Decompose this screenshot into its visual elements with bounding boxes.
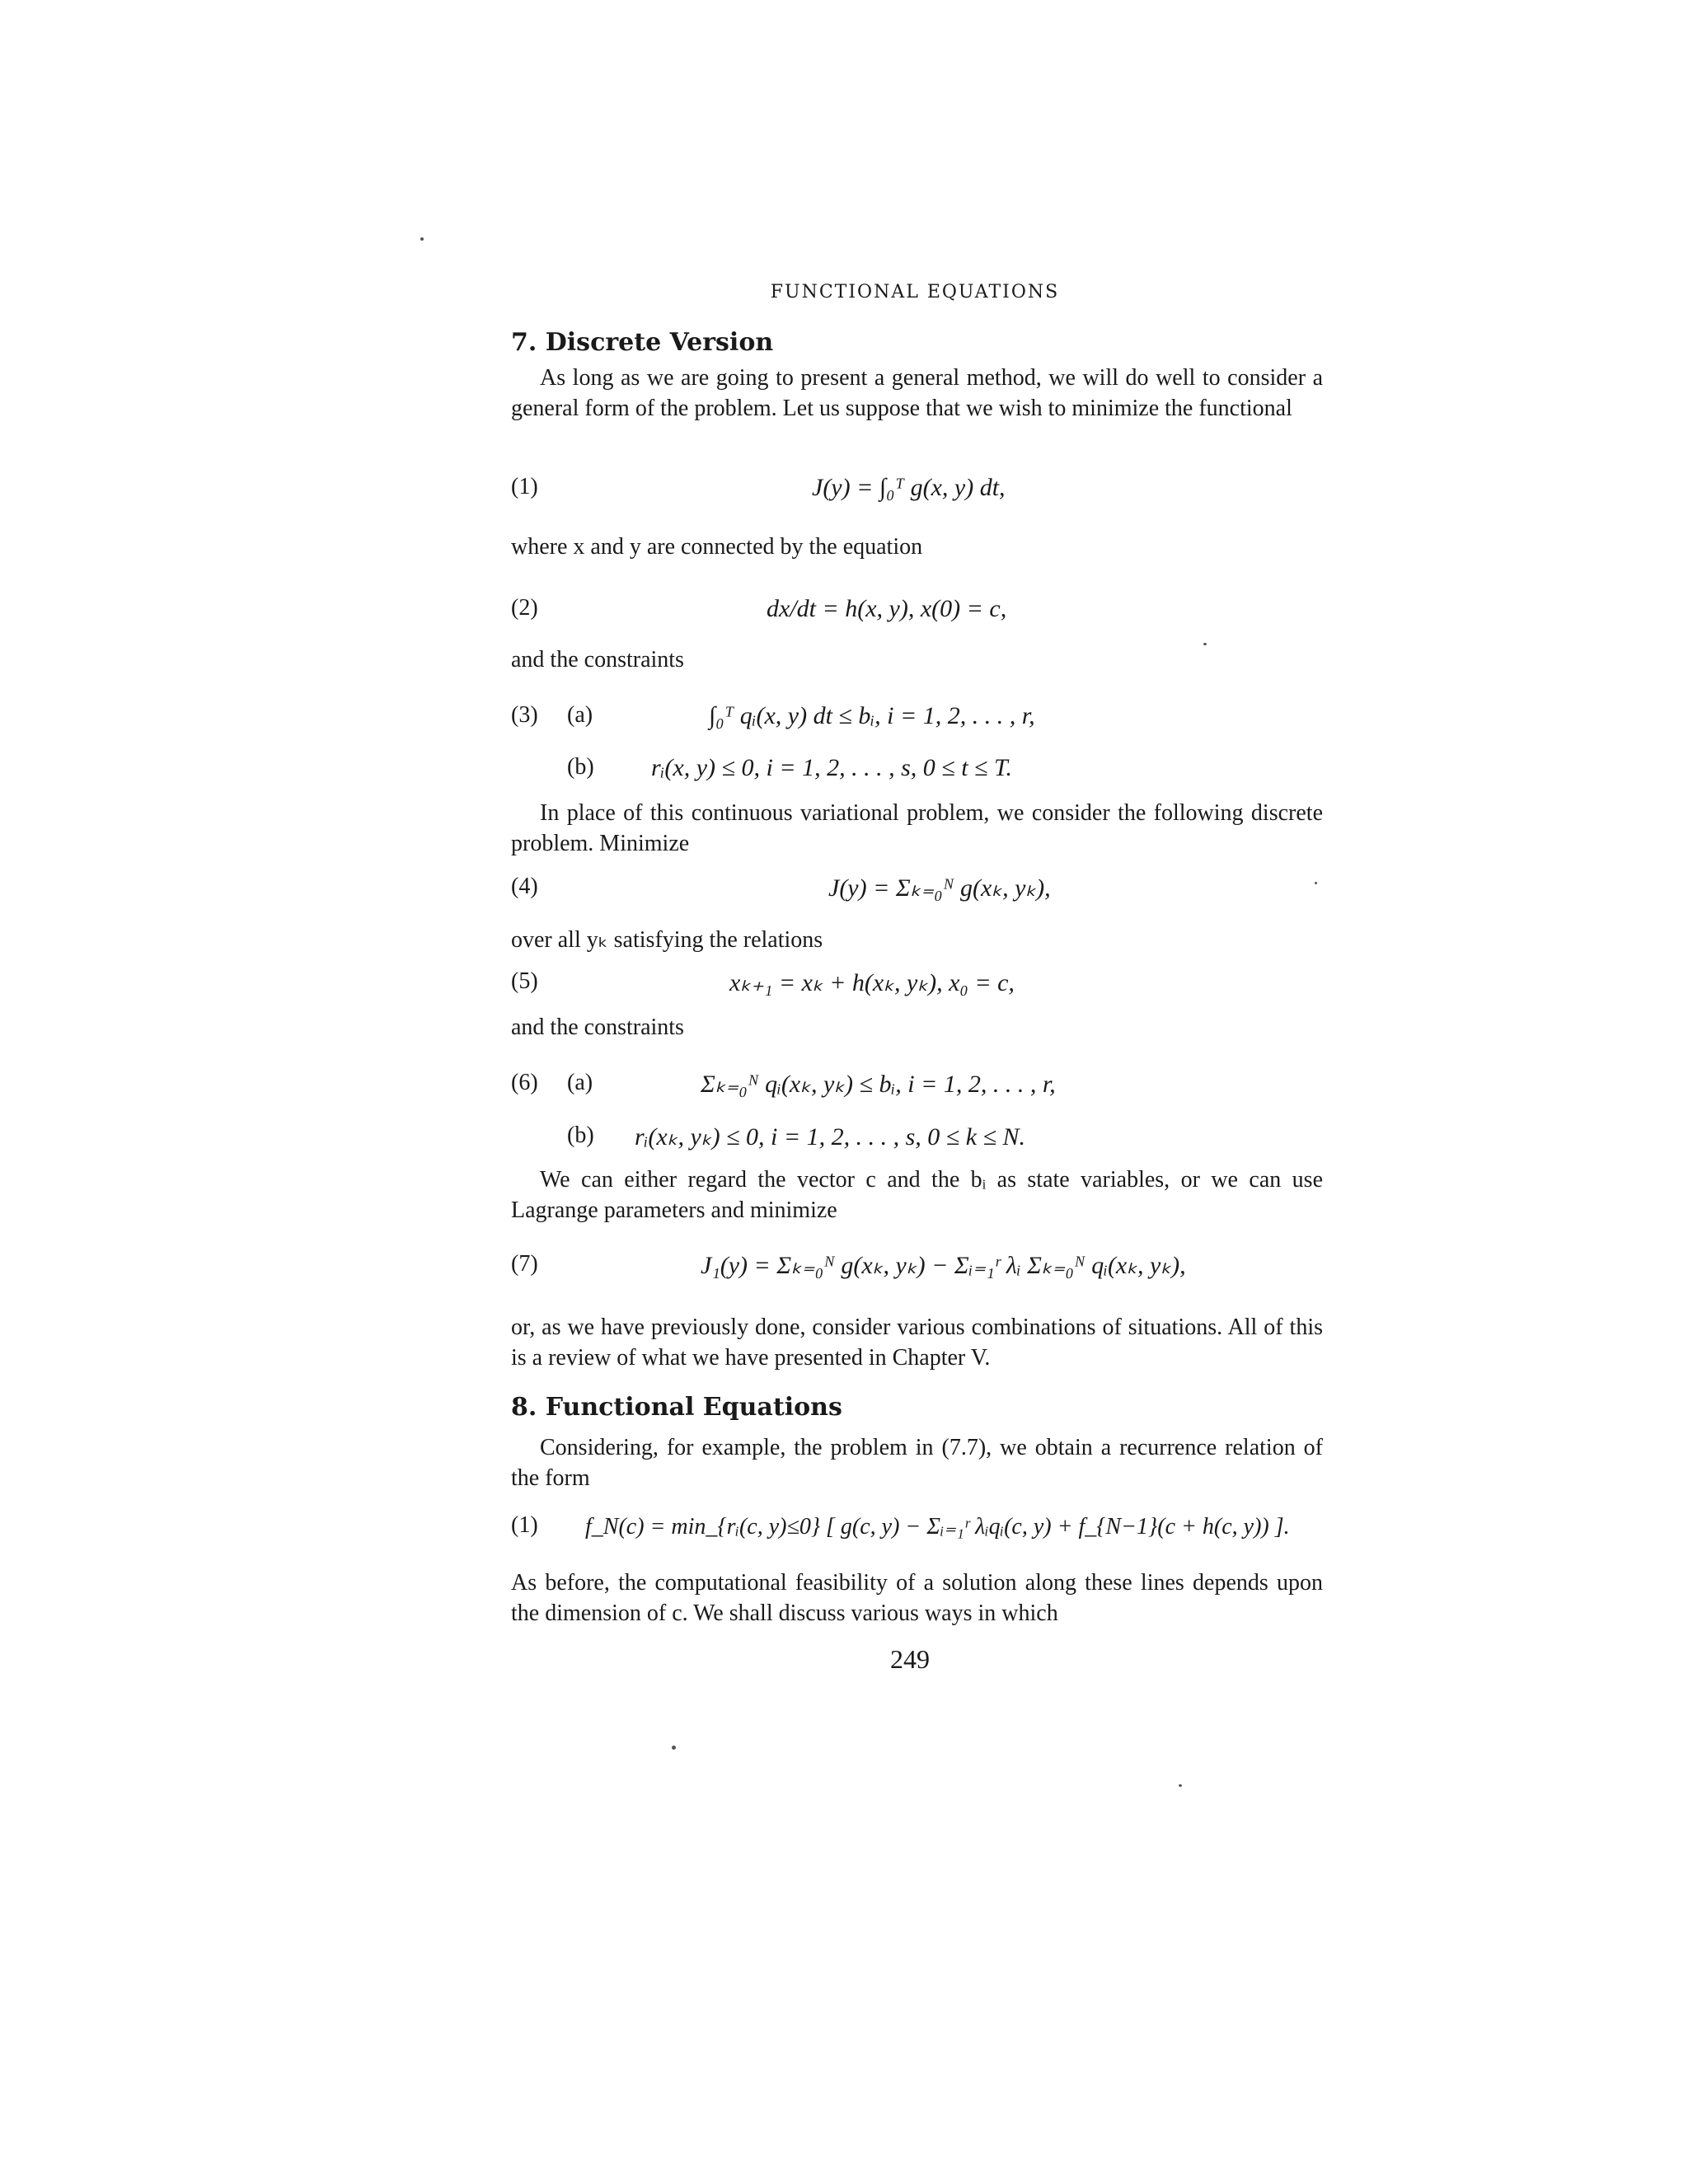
- equation-number: (1): [511, 1512, 538, 1538]
- equation-number: (5): [511, 968, 538, 994]
- scan-speck: [1179, 1784, 1182, 1787]
- equation-body: xₖ₊₁ = xₖ + h(xₖ, yₖ), x₀ = c,: [729, 969, 1015, 996]
- paragraph: and the constraints: [511, 647, 684, 673]
- equation-body: J₁(y) = Σₖ₌₀ᴺ g(xₖ, yₖ) − Σᵢ₌₁ʳ λᵢ Σₖ₌₀ᴺ qᵢ(xₖ, yₖ),: [701, 1252, 1186, 1279]
- subequation-label: (a): [567, 1070, 593, 1095]
- equation-7-7: [0, 1251, 1688, 1301]
- equation-body: rᵢ(x, y) ≤ 0, i = 1, 2, . . . , s, 0 ≤ t ≤ T.: [651, 754, 1012, 781]
- equation-number: (3): [511, 702, 538, 728]
- equation-body: Σₖ₌₀ᴺ qᵢ(xₖ, yₖ) ≤ bᵢ, i = 1, 2, . . . , r,: [701, 1071, 1056, 1098]
- paragraph: In place of this continuous variational problem, we consider the following discrete problem. Minimize: [511, 800, 1323, 856]
- section-7-intro: As long as we are going to present a general method, we will do well to consider a general form of the problem. Let us suppose that we wish to minimize the functional: [511, 365, 1323, 421]
- paragraph: As before, the computational feasibility of a solution along these lines depends upon the dimension of c. We shall discuss various ways in which: [511, 1570, 1323, 1626]
- equation-number: (6): [511, 1070, 538, 1095]
- equation-body: J(y) = ∫₀ᵀ g(x, y) dt,: [812, 474, 1006, 501]
- equation-body: J(y) = Σₖ₌₀ᴺ g(xₖ, yₖ),: [828, 874, 1051, 902]
- page-number: 249: [890, 1644, 930, 1674]
- subequation-label: (b): [567, 1122, 594, 1148]
- paragraph: and the constraints: [511, 1015, 684, 1040]
- equation-7-3b: [0, 754, 1688, 804]
- equation-8-1: [0, 1512, 1688, 1562]
- equation-7-4: [0, 874, 1688, 923]
- equation-body: ∫₀ᵀ qᵢ(x, y) dt ≤ bᵢ, i = 1, 2, . . . , r,: [709, 702, 1035, 729]
- equation-body: f_N(c) = min_{rᵢ(c, y)≤0} [ g(c, y) − Σᵢ₌₁ʳ λᵢqᵢ(c, y) + f_{N−1}(c + h(c, y)) ].: [585, 1514, 1290, 1540]
- paragraph: over all yₖ satisfying the relations: [511, 927, 823, 953]
- section-8-intro: Considering, for example, the problem in (7.7), we obtain a recurrence relation of the form: [511, 1435, 1323, 1491]
- equation-number: (4): [511, 874, 538, 899]
- subequation-label: (b): [567, 754, 594, 780]
- running-header: FUNCTIONAL EQUATIONS: [770, 282, 1060, 302]
- section-8-title: 8. Functional Equations: [511, 1393, 842, 1422]
- equation-number: (2): [511, 595, 538, 621]
- equation-7-1: [0, 474, 1688, 523]
- scan-speck: [1203, 643, 1207, 645]
- equation-body: dx/dt = h(x, y), x(0) = c,: [767, 595, 1007, 622]
- equation-body: rᵢ(xₖ, yₖ) ≤ 0, i = 1, 2, . . . , s, 0 ≤ k ≤ N.: [635, 1123, 1026, 1151]
- equation-number: (7): [511, 1251, 538, 1277]
- equation-7-5: [0, 968, 1688, 1018]
- paragraph: or, as we have previously done, consider various combinations of situations. All of this is a review of what we have presented in Chapter V.: [511, 1315, 1323, 1371]
- scan-speck: [672, 1746, 676, 1750]
- scan-speck: [1315, 882, 1317, 884]
- scan-speck: [420, 237, 424, 241]
- equation-number: (1): [511, 474, 538, 499]
- section-7-title: 7. Discrete Version: [511, 328, 774, 357]
- equation-7-3a: [0, 702, 1688, 752]
- paragraph: We can either regard the vector c and the bᵢ as state variables, or we can use Lagrange parameters and minimize: [511, 1167, 1323, 1223]
- subequation-label: (a): [567, 702, 593, 728]
- equation-7-2: [0, 595, 1688, 644]
- equation-7-6a: [0, 1070, 1688, 1119]
- paragraph: where x and y are connected by the equation: [511, 534, 923, 560]
